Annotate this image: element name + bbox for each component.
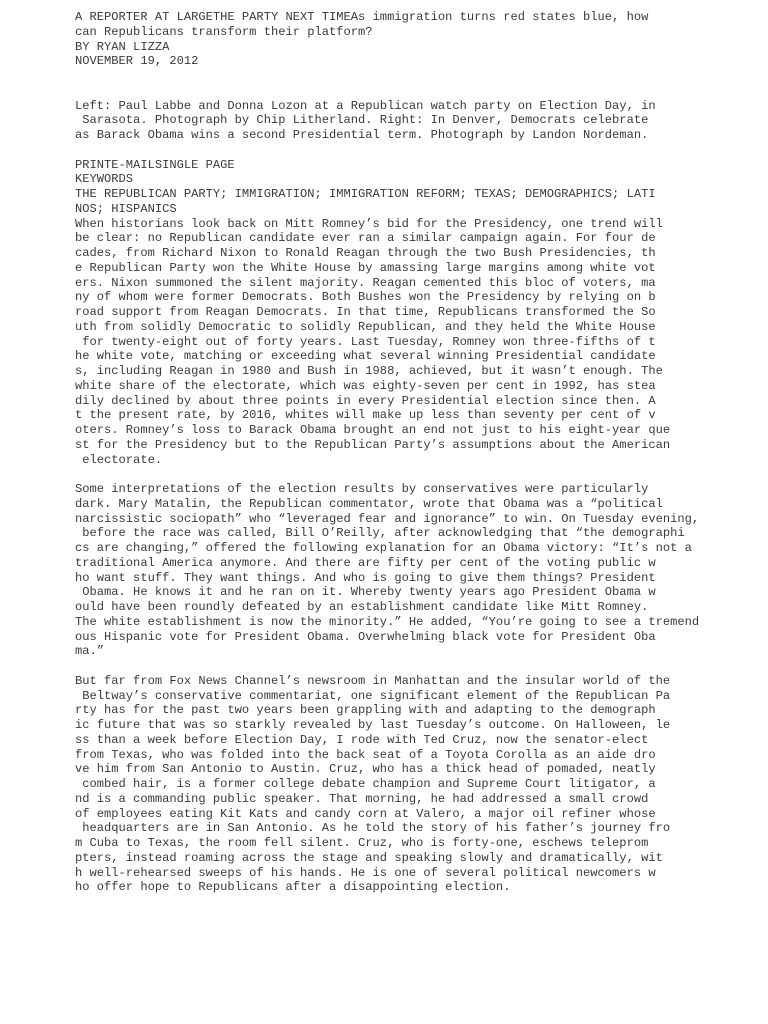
paragraph-line: ho want stuff. They want things. And who is going to give them things? President [75,570,656,585]
caption-line: Left: Paul Labbe and Donna Lozon at a Republican watch party on Election Day, in [75,98,656,113]
paragraph-line: traditional America anymore. And there are fifty per cent of the voting public w [75,555,656,570]
paragraph-line: road support from Reagan Democrats. In that time, Republicans transformed the So [75,305,656,319]
paragraph-line: When historians look back on Mitt Romney’s bid for the Presidency, one trend will [75,216,663,231]
paragraph-line: e Republican Party won the White House by amassing large margins among white vot [75,260,656,275]
paragraph-line: before the race was called, Bill O’Reilly, after acknowledging that “the demographi [75,526,685,541]
paragraph-line: narcissistic sociopath” who “leveraged fear and ignorance” to win. On Tuesday evening, [75,511,700,526]
print-email-singlepage-links[interactable]: PRINTE-MAILSINGLE PAGE [75,157,235,172]
spacer [75,143,755,158]
paragraph-line: s, including Reagan in 1980 and Bush in 1988, achieved, but it wasn’t enough. The [75,364,663,378]
paragraph-line: But far from Fox News Channel’s newsroom in Manhattan and the insular world of the [75,673,671,688]
article-page [75,10,755,895]
byline: BY RYAN LIZZA [75,39,170,54]
paragraph-line: he white vote, matching or exceeding what several winning Presidential candidate [75,349,656,364]
body-paragraph-1 [75,217,755,468]
spacer [75,84,755,99]
paragraph-line: cs are changing,” offered the following explanation for an Obama victory: “It’s not a [75,541,692,555]
spacer [75,659,755,674]
paragraph-line: Some interpretations of the election results by conservatives were particularly [75,482,649,496]
paragraph-line: ould have been roundly defeated by an establishment candidate like Mitt Romney. [75,600,649,614]
paragraph-line: ss than a week before Election Day, I rode with Ted Cruz, now the senator-elect [75,732,649,747]
paragraph-line: ma.” [75,644,105,659]
publication-date: NOVEMBER 19, 2012 [75,54,199,69]
article-header [75,10,755,69]
paragraph-line: ous Hispanic vote for President Obama. Overwhelming black vote for President Oba [75,629,656,644]
paragraph-line: ve him from San Antonio to Austin. Cruz, who has a thick head of pomaded, neatly [75,762,656,777]
paragraph-line: of employees eating Kit Kats and candy corn at Valero, a major oil refiner whose [75,806,656,821]
photo-caption [75,99,755,143]
spacer [75,467,755,482]
spacer [75,69,755,84]
paragraph-line: white share of the electorate, which was eighty-seven per cent in 1992, has stea [75,378,656,393]
paragraph-line: Obama. He knows it and he ran on it. Whereby twenty years ago President Obama w [75,585,656,600]
paragraph-line: from Texas, who was folded into the back seat of a Toyota Corolla as an aide dro [75,747,656,762]
body-paragraph-2 [75,482,755,659]
caption-line: Sarasota. Photograph by Chip Litherland. Right: In Denver, Democrats celebrate [75,113,649,128]
paragraph-line: st for the Presidency but to the Republican Party’s assumptions about the American [75,437,671,452]
paragraph-line: be clear: no Republican candidate ever ran a similar campaign again. For four de [75,231,656,246]
paragraph-line: ic future that was so starkly revealed by last Tuesday’s outcome. On Halloween, le [75,718,671,732]
body-paragraph-3 [75,674,755,895]
keywords-list-line[interactable]: THE REPUBLICAN PARTY; IMMIGRATION; IMMIGRATION REFORM; TEXAS; DEMOGRAPHICS; LATI [75,187,656,201]
paragraph-line: electorate. [75,452,163,467]
keywords-section [75,172,755,216]
paragraph-line: headquarters are in San Antonio. As he told the story of his father’s journey fro [75,821,671,836]
paragraph-line: h well-rehearsed sweeps of his hands. He is one of several political newcomers w [75,865,656,880]
paragraph-line: ers. Nixon summoned the silent majority. Reagan cemented this bloc of voters, ma [75,275,656,290]
paragraph-line: The white establishment is now the minority.” He added, “You’re going to see a tremend [75,614,700,629]
article-title-line: can Republicans transform their platform? [75,24,373,39]
paragraph-line: dily declined by about three points in every Presidential election since then. A [75,393,656,408]
paragraph-line: pters, instead roaming across the stage and speaking slowly and dramatically, wit [75,850,663,865]
paragraph-line: for twenty-eight out of forty years. Last Tuesday, Romney won three-fifths of t [75,334,656,349]
paragraph-line: dark. Mary Matalin, the Republican commentator, wrote that Obama was a “political [75,496,663,511]
paragraph-line: nd is a commanding public speaker. That morning, he had addressed a small crowd [75,791,649,806]
paragraph-line: m Cuba to Texas, the room fell silent. Cruz, who is forty-one, eschews teleprom [75,836,649,850]
paragraph-line: uth from solidly Democratic to solidly Republican, and they held the White House [75,319,656,334]
paragraph-line: cades, from Richard Nixon to Ronald Reagan through the two Bush Presidencies, th [75,246,656,260]
keywords-list-line[interactable]: NOS; HISPANICS [75,201,177,216]
article-title-line: A REPORTER AT LARGETHE PARTY NEXT TIMEAs immigration turns red states blue, how [75,10,649,24]
paragraph-line: ny of whom were former Democrats. Both Bushes won the Presidency by relying on b [75,290,656,305]
caption-line: as Barack Obama wins a second Presidential term. Photograph by Landon Nordeman. [75,128,649,142]
paragraph-line: ho offer hope to Republicans after a disappointing election. [75,880,511,895]
paragraph-line: oters. Romney’s loss to Barack Obama brought an end not just to his eight-year que [75,423,671,437]
paragraph-line: rty has for the past two years been grappling with and adapting to the demograph [75,703,656,718]
keywords-heading: KEYWORDS [75,172,134,187]
paragraph-line: t the present rate, by 2016, whites will make up less than seventy per cent of v [75,408,656,423]
paragraph-line: Beltway’s conservative commentariat, one significant element of the Republican Pa [75,688,671,703]
paragraph-line: combed hair, is a former college debate champion and Supreme Court litigator, a [75,777,656,791]
